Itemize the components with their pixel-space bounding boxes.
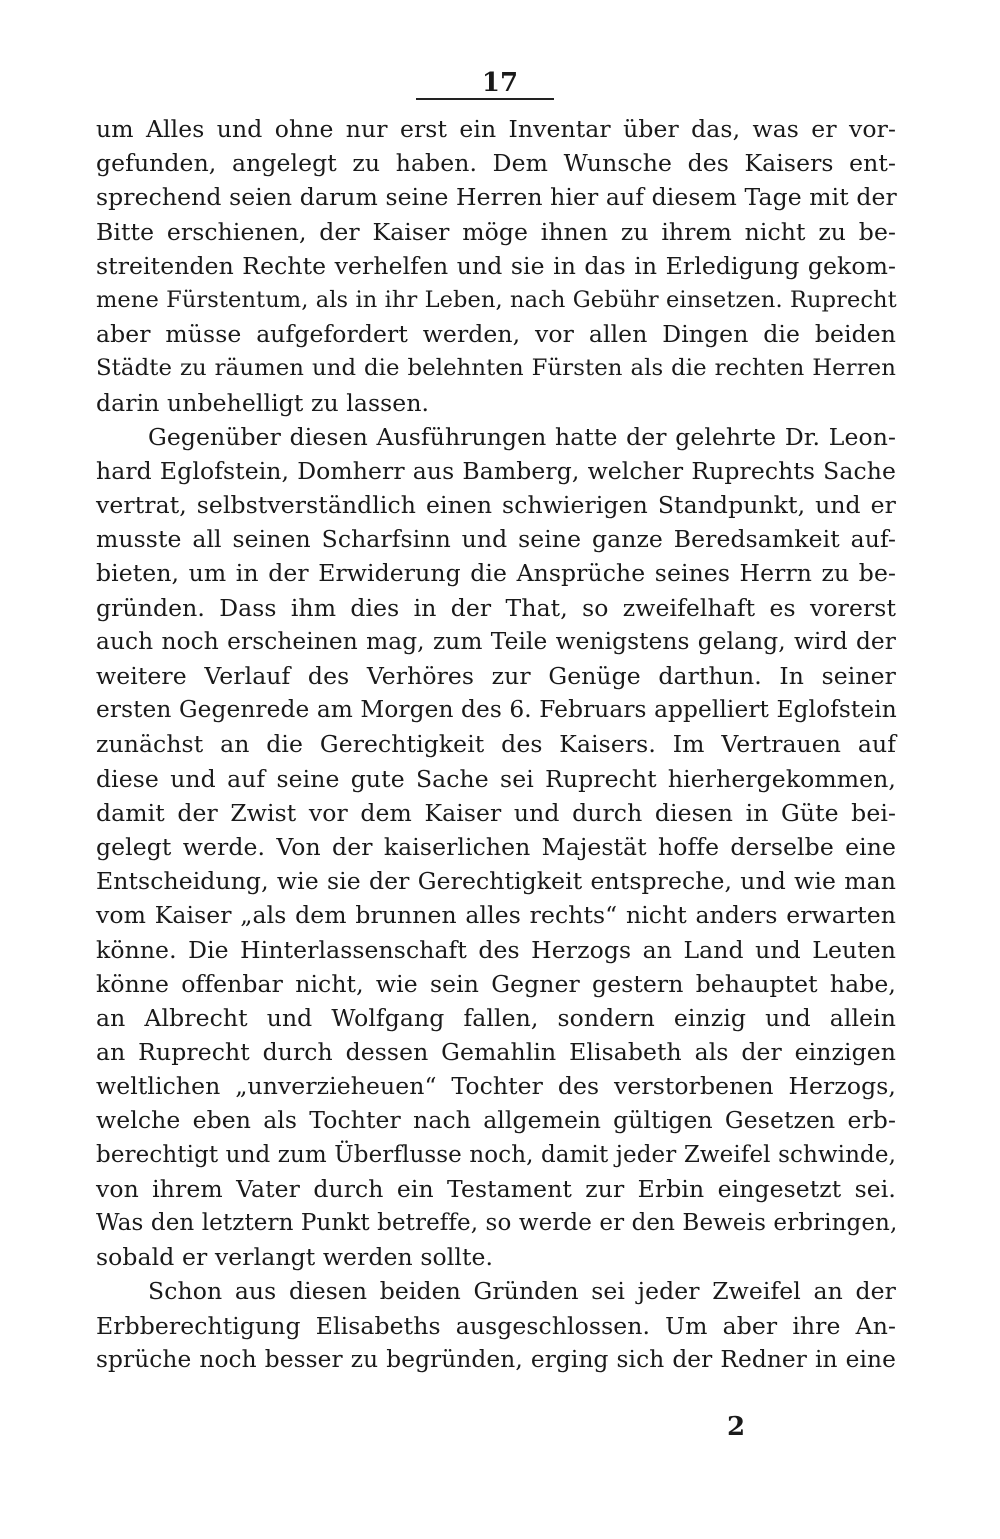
signature-mark: 2	[726, 1412, 746, 1442]
text-line: Schon aus diesen beiden Gründen sei jeder Zweifel an der	[148, 1277, 896, 1306]
text-line: um Alles und ohne nur erst ein Inventar über das, was er vor-	[96, 115, 896, 143]
text-line: Gegenüber diesen Ausführungen hatte der gelehrte Dr. Leon-	[148, 422, 896, 451]
text-line: gelegt werde. Von der kaiserlichen Majestät hoffe derselbe eine	[96, 832, 896, 861]
text-line: streitenden Rechte verhelfen und sie in das in Erledigung gekom-	[96, 251, 896, 280]
text-line: ersten Gegenrede am Morgen des 6. Februars appelliert Eglofstein	[96, 696, 897, 724]
text-line: sprüche noch besser zu begründen, erging sich der Redner in eine	[96, 1345, 896, 1373]
text-line: musste all seinen Scharfsinn und seine ganze Beredsamkeit auf-	[96, 525, 896, 554]
text-line: Bitte erschienen, der Kaiser möge ihnen zu ihrem nicht zu be-	[96, 217, 896, 246]
text-line: bieten, um in der Erwiderung die Ansprüche seines Herrn zu be-	[96, 559, 896, 588]
text-line: könne. Die Hinterlassenschaft des Herzogs an Land und Leuten	[96, 935, 896, 964]
text-line: vom Kaiser „als dem brunnen alles rechts“ nicht anders erwarten	[96, 901, 896, 930]
text-line: Erbberechtigung Elisabeths ausgeschlossen. Um aber ihre An-	[96, 1311, 896, 1340]
body-text	[96, 112, 896, 1377]
text-line: damit der Zwist vor dem Kaiser und durch diesen in Güte bei-	[96, 798, 896, 827]
text-line: Städte zu räumen und die belehnten Fürsten als die rechten Herren	[96, 355, 896, 382]
text-line: an Albrecht und Wolfgang fallen, sondern einzig und allein	[96, 1003, 896, 1032]
text-line: Entscheidung, wie sie der Gerechtigkeit entspreche, und wie man	[96, 867, 896, 896]
paragraph	[96, 1274, 896, 1377]
text-line: von ihrem Vater durch ein Testament zur Erbin eingesetzt sei.	[96, 1174, 896, 1203]
text-line: sobald er verlangt werden sollte.	[96, 1243, 494, 1272]
text-line: könne offenbar nicht, wie sein Gegner gestern behauptet habe,	[96, 969, 896, 998]
text-line: welche eben als Tochter nach allgemein gültigen Gesetzen erb-	[96, 1106, 896, 1135]
text-line: gründen. Dass ihm dies in der That, so zweifelhaft es vorerst	[96, 593, 896, 622]
text-line: hard Eglofstein, Domherr aus Bamberg, welcher Ruprechts Sache	[96, 456, 896, 485]
paragraph	[96, 420, 896, 1275]
text-line: gefunden, angelegt zu haben. Dem Wunsche des Kaisers ent-	[96, 149, 896, 178]
text-line: berechtigt und zum Überflusse noch, damit jeder Zweifel schwinde,	[96, 1141, 896, 1168]
text-line: an Ruprecht durch dessen Gemahlin Elisabeth als der einzigen	[96, 1038, 896, 1067]
text-line: weitere Verlauf des Verhöres zur Genüge darthun. In seiner	[96, 662, 896, 690]
text-line: Was den letztern Punkt betreffe, so werde er den Beweis erbringen,	[96, 1210, 898, 1236]
text-line: auch noch erscheinen mag, zum Teile wenigstens gelang, wird der	[96, 627, 896, 655]
text-line: weltlichen „unverzieheuen“ Tochter des verstorbenen Herzogs,	[96, 1072, 896, 1101]
text-line: diese und auf seine gute Sache sei Ruprecht hierhergekommen,	[96, 764, 896, 793]
text-line: darin unbehelligt zu lassen.	[96, 388, 430, 417]
text-line: vertrat, selbstverständlich einen schwierigen Standpunkt, und er	[96, 491, 896, 520]
text-line: mene Fürstentum, als in ihr Leben, nach Gebühr einsetzen. Ruprecht	[96, 286, 897, 313]
page-number: 17	[481, 68, 519, 98]
text-line: zunächst an die Gerechtigkeit des Kaisers. Im Vertrauen auf	[96, 730, 896, 759]
paragraph	[96, 112, 896, 420]
text-line: sprechend seien darum seine Herren hier auf diesem Tage mit der	[96, 183, 897, 212]
text-line: aber müsse aufgefordert werden, vor allen Dingen die beiden	[96, 320, 896, 349]
header-rule	[416, 98, 554, 100]
